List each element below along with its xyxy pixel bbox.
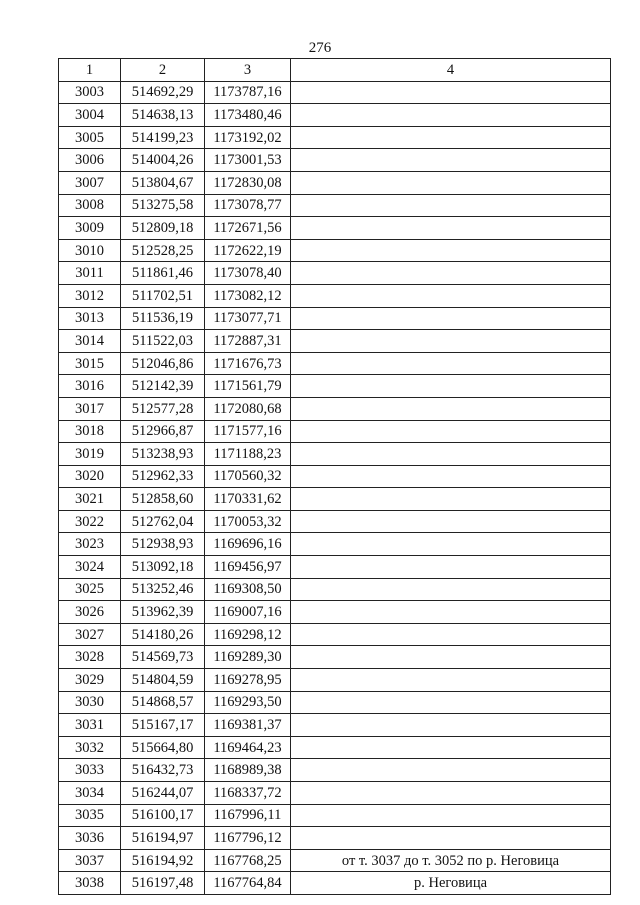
point-number-cell: 3031 <box>59 714 121 737</box>
y-coordinate-cell: 1169696,16 <box>205 533 291 556</box>
point-number-cell: 3028 <box>59 646 121 669</box>
y-coordinate-cell: 1170331,62 <box>205 488 291 511</box>
y-coordinate-cell: 1173787,16 <box>205 81 291 104</box>
description-cell <box>291 307 611 330</box>
point-number-cell: 3020 <box>59 465 121 488</box>
y-coordinate-cell: 1167768,25 <box>205 849 291 872</box>
description-cell <box>291 262 611 285</box>
point-number-cell: 3032 <box>59 736 121 759</box>
point-number-cell: 3025 <box>59 578 121 601</box>
point-number-cell: 3022 <box>59 510 121 533</box>
table-row <box>59 736 611 759</box>
point-number-cell: 3017 <box>59 397 121 420</box>
point-number-cell: 3036 <box>59 827 121 850</box>
description-cell: от т. 3037 до т. 3052 по р. Неговица <box>291 849 611 872</box>
description-cell <box>291 284 611 307</box>
point-number-cell: 3007 <box>59 171 121 194</box>
y-coordinate-cell: 1169308,50 <box>205 578 291 601</box>
y-coordinate-cell: 1169381,37 <box>205 714 291 737</box>
description-cell <box>291 104 611 127</box>
table-row <box>59 194 611 217</box>
point-number-cell: 3019 <box>59 443 121 466</box>
description-cell <box>291 691 611 714</box>
x-coordinate-cell: 513275,58 <box>121 194 205 217</box>
y-coordinate-cell: 1173192,02 <box>205 126 291 149</box>
y-coordinate-cell: 1169298,12 <box>205 623 291 646</box>
description-cell <box>291 465 611 488</box>
x-coordinate-cell: 511536,19 <box>121 307 205 330</box>
x-coordinate-cell: 514199,23 <box>121 126 205 149</box>
table-row <box>59 782 611 805</box>
y-coordinate-cell: 1169293,50 <box>205 691 291 714</box>
table-row <box>59 149 611 172</box>
point-number-cell: 3015 <box>59 352 121 375</box>
x-coordinate-cell: 513962,39 <box>121 601 205 624</box>
point-number-cell: 3006 <box>59 149 121 172</box>
point-number-cell: 3023 <box>59 533 121 556</box>
description-cell <box>291 804 611 827</box>
x-coordinate-cell: 515167,17 <box>121 714 205 737</box>
x-coordinate-cell: 511522,03 <box>121 330 205 353</box>
point-number-cell: 3004 <box>59 104 121 127</box>
table-row <box>59 171 611 194</box>
x-coordinate-cell: 514004,26 <box>121 149 205 172</box>
point-number-cell: 3037 <box>59 849 121 872</box>
point-number-cell: 3013 <box>59 307 121 330</box>
x-coordinate-cell: 513092,18 <box>121 556 205 579</box>
y-coordinate-cell: 1170053,32 <box>205 510 291 533</box>
y-coordinate-cell: 1172830,08 <box>205 171 291 194</box>
y-coordinate-cell: 1172887,31 <box>205 330 291 353</box>
x-coordinate-cell: 516194,97 <box>121 827 205 850</box>
description-cell <box>291 330 611 353</box>
table-row <box>59 669 611 692</box>
description-cell <box>291 601 611 624</box>
y-coordinate-cell: 1170560,32 <box>205 465 291 488</box>
table-row <box>59 217 611 240</box>
description-cell <box>291 149 611 172</box>
x-coordinate-cell: 512046,86 <box>121 352 205 375</box>
description-cell <box>291 352 611 375</box>
description-cell <box>291 126 611 149</box>
table-row <box>59 126 611 149</box>
point-number-cell: 3005 <box>59 126 121 149</box>
column-header: 1 <box>59 59 121 82</box>
description-cell: р. Неговица <box>291 872 611 895</box>
table-row <box>59 646 611 669</box>
description-cell <box>291 239 611 262</box>
table-row <box>59 81 611 104</box>
y-coordinate-cell: 1171561,79 <box>205 375 291 398</box>
point-number-cell: 3010 <box>59 239 121 262</box>
description-cell <box>291 533 611 556</box>
description-cell <box>291 646 611 669</box>
table-row <box>59 578 611 601</box>
y-coordinate-cell: 1172671,56 <box>205 217 291 240</box>
x-coordinate-cell: 514692,29 <box>121 81 205 104</box>
point-number-cell: 3012 <box>59 284 121 307</box>
table-row <box>59 759 611 782</box>
description-cell <box>291 488 611 511</box>
y-coordinate-cell: 1169464,23 <box>205 736 291 759</box>
description-cell <box>291 81 611 104</box>
table-row <box>59 443 611 466</box>
description-cell <box>291 510 611 533</box>
table-row <box>59 262 611 285</box>
x-coordinate-cell: 514569,73 <box>121 646 205 669</box>
x-coordinate-cell: 516244,07 <box>121 782 205 805</box>
y-coordinate-cell: 1167764,84 <box>205 872 291 895</box>
description-cell <box>291 420 611 443</box>
description-cell <box>291 782 611 805</box>
table-row <box>59 623 611 646</box>
x-coordinate-cell: 512858,60 <box>121 488 205 511</box>
y-coordinate-cell: 1173078,77 <box>205 194 291 217</box>
description-cell <box>291 375 611 398</box>
x-coordinate-cell: 516100,17 <box>121 804 205 827</box>
description-cell <box>291 578 611 601</box>
table-row <box>59 691 611 714</box>
table-row <box>59 397 611 420</box>
page-number: 276 <box>308 40 332 56</box>
y-coordinate-cell: 1169007,16 <box>205 601 291 624</box>
description-cell <box>291 194 611 217</box>
x-coordinate-cell: 512528,25 <box>121 239 205 262</box>
x-coordinate-cell: 514180,26 <box>121 623 205 646</box>
point-number-cell: 3027 <box>59 623 121 646</box>
table-row <box>59 556 611 579</box>
description-cell <box>291 171 611 194</box>
description-cell <box>291 556 611 579</box>
y-coordinate-cell: 1169456,97 <box>205 556 291 579</box>
table-row <box>59 714 611 737</box>
table-row <box>59 827 611 850</box>
x-coordinate-cell: 516197,48 <box>121 872 205 895</box>
point-number-cell: 3026 <box>59 601 121 624</box>
point-number-cell: 3014 <box>59 330 121 353</box>
y-coordinate-cell: 1169278,95 <box>205 669 291 692</box>
point-number-cell: 3024 <box>59 556 121 579</box>
table-row <box>59 510 611 533</box>
x-coordinate-cell: 515664,80 <box>121 736 205 759</box>
y-coordinate-cell: 1172080,68 <box>205 397 291 420</box>
table-row <box>59 872 611 895</box>
y-coordinate-cell: 1171188,23 <box>205 443 291 466</box>
description-cell <box>291 217 611 240</box>
table-row <box>59 420 611 443</box>
x-coordinate-cell: 511861,46 <box>121 262 205 285</box>
point-number-cell: 3016 <box>59 375 121 398</box>
x-coordinate-cell: 512577,28 <box>121 397 205 420</box>
x-coordinate-cell: 514804,59 <box>121 669 205 692</box>
table-row <box>59 284 611 307</box>
description-cell <box>291 759 611 782</box>
column-header: 4 <box>291 59 611 82</box>
table-row <box>59 465 611 488</box>
x-coordinate-cell: 512142,39 <box>121 375 205 398</box>
table-row <box>59 239 611 262</box>
point-number-cell: 3034 <box>59 782 121 805</box>
y-coordinate-cell: 1173480,46 <box>205 104 291 127</box>
y-coordinate-cell: 1173001,53 <box>205 149 291 172</box>
table-row <box>59 307 611 330</box>
x-coordinate-cell: 512962,33 <box>121 465 205 488</box>
table-row <box>59 488 611 511</box>
table-header-row <box>59 59 611 82</box>
table-row <box>59 849 611 872</box>
description-cell <box>291 623 611 646</box>
point-number-cell: 3030 <box>59 691 121 714</box>
point-number-cell: 3009 <box>59 217 121 240</box>
point-number-cell: 3008 <box>59 194 121 217</box>
point-number-cell: 3011 <box>59 262 121 285</box>
y-coordinate-cell: 1168989,38 <box>205 759 291 782</box>
table-row <box>59 330 611 353</box>
x-coordinate-cell: 514638,13 <box>121 104 205 127</box>
description-cell <box>291 714 611 737</box>
table-row <box>59 375 611 398</box>
y-coordinate-cell: 1173078,40 <box>205 262 291 285</box>
x-coordinate-cell: 512966,87 <box>121 420 205 443</box>
y-coordinate-cell: 1173082,12 <box>205 284 291 307</box>
x-coordinate-cell: 511702,51 <box>121 284 205 307</box>
x-coordinate-cell: 512762,04 <box>121 510 205 533</box>
y-coordinate-cell: 1167996,11 <box>205 804 291 827</box>
description-cell <box>291 443 611 466</box>
x-coordinate-cell: 514868,57 <box>121 691 205 714</box>
x-coordinate-cell: 512809,18 <box>121 217 205 240</box>
description-cell <box>291 669 611 692</box>
y-coordinate-cell: 1169289,30 <box>205 646 291 669</box>
point-number-cell: 3003 <box>59 81 121 104</box>
point-number-cell: 3038 <box>59 872 121 895</box>
y-coordinate-cell: 1167796,12 <box>205 827 291 850</box>
point-number-cell: 3033 <box>59 759 121 782</box>
table-row <box>59 352 611 375</box>
table-row <box>59 104 611 127</box>
table-row <box>59 804 611 827</box>
column-header: 2 <box>121 59 205 82</box>
point-number-cell: 3021 <box>59 488 121 511</box>
x-coordinate-cell: 516432,73 <box>121 759 205 782</box>
table-row <box>59 601 611 624</box>
y-coordinate-cell: 1173077,71 <box>205 307 291 330</box>
x-coordinate-cell: 513238,93 <box>121 443 205 466</box>
point-number-cell: 3029 <box>59 669 121 692</box>
x-coordinate-cell: 516194,92 <box>121 849 205 872</box>
description-cell <box>291 827 611 850</box>
y-coordinate-cell: 1171676,73 <box>205 352 291 375</box>
x-coordinate-cell: 513252,46 <box>121 578 205 601</box>
point-number-cell: 3018 <box>59 420 121 443</box>
column-header: 3 <box>205 59 291 82</box>
x-coordinate-cell: 512938,93 <box>121 533 205 556</box>
y-coordinate-cell: 1168337,72 <box>205 782 291 805</box>
x-coordinate-cell: 513804,67 <box>121 171 205 194</box>
y-coordinate-cell: 1171577,16 <box>205 420 291 443</box>
description-cell <box>291 736 611 759</box>
table-row <box>59 533 611 556</box>
coordinates-table <box>58 58 611 895</box>
point-number-cell: 3035 <box>59 804 121 827</box>
y-coordinate-cell: 1172622,19 <box>205 239 291 262</box>
description-cell <box>291 397 611 420</box>
